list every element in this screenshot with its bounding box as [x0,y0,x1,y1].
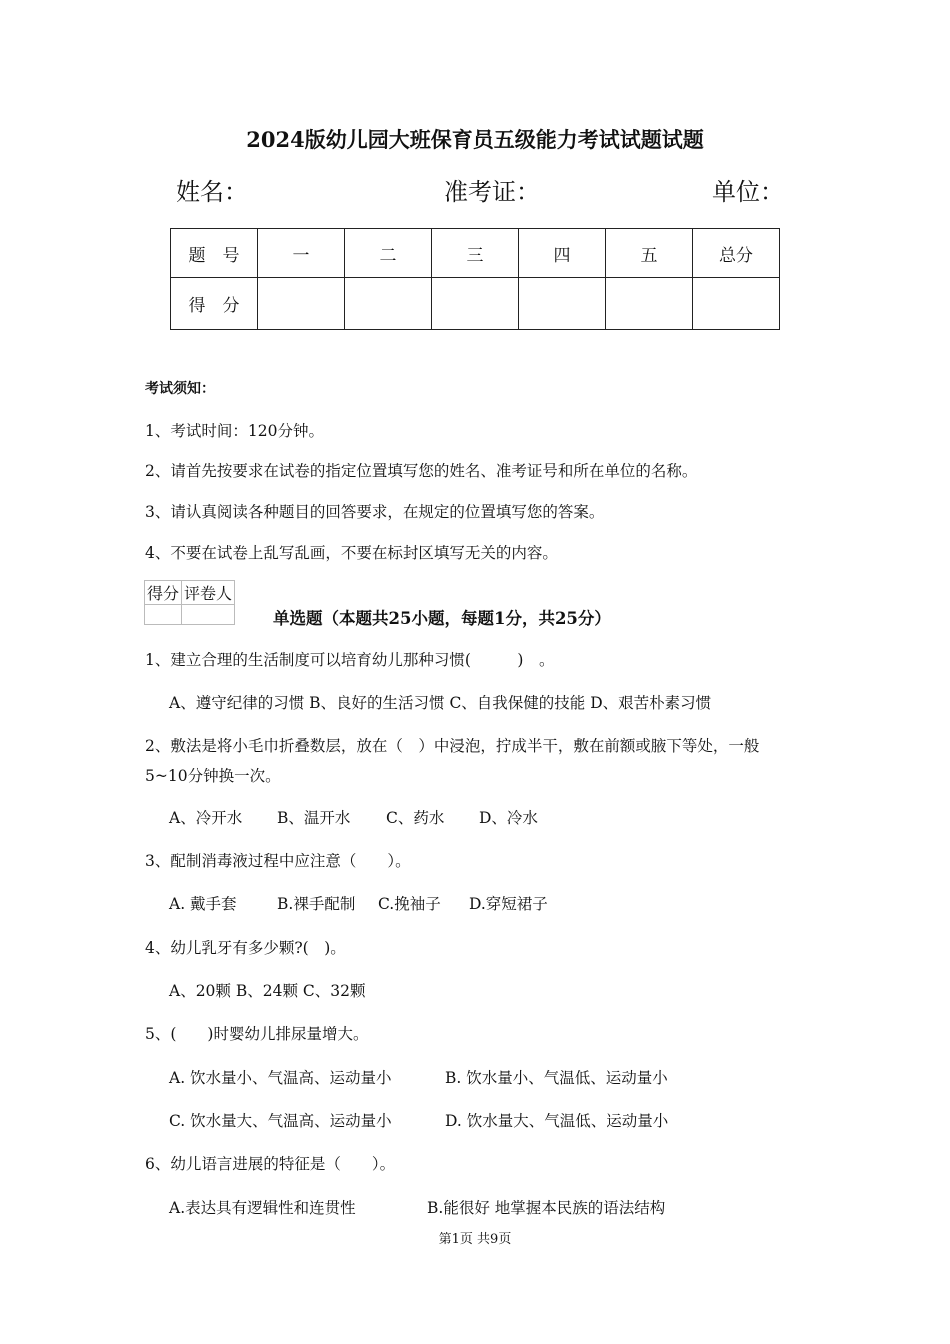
question-3-option-d: D.穿短裙子 [469,895,548,913]
question-6-stem: 6、幼儿语言进展的特征是（ ）。 [145,1155,396,1173]
question-1-stem: 1、建立合理的生活制度可以培育幼儿那种习惯( ) 。 [145,651,555,669]
question-5-option-a: A. 饮水量小、气温高、运动量小 [169,1069,392,1087]
score-input-5[interactable] [606,278,693,330]
grader-score-field[interactable] [145,605,182,625]
question-5-stem: 5、( )时婴幼儿排尿量增大。 [145,1025,369,1043]
grader-box [144,580,235,625]
unit-label: 单位： [712,178,784,206]
page-footer: 第1页 共9页 [438,1232,512,1247]
question-2-stem-cont: 5~10分钟换一次。 [145,767,281,785]
score-cell-1: 一 [258,229,345,278]
question-3-option-c: C.挽袖子 [378,895,441,913]
section-title: 单选题（本题共25小题，每题1分，共25分） [273,609,611,628]
question-2-option-d: D、冷水 [479,809,538,827]
notes-heading: 考试须知： [145,381,215,397]
question-3-option-b: B.裸手配制 [277,895,356,913]
grader-score-label: 得分 [145,581,182,605]
exam-number-label: 准考证： [444,178,540,206]
score-cell-4: 四 [519,229,606,278]
note-item: 4、不要在试卷上乱写乱画，不要在标封区填写无关的内容。 [145,544,558,562]
score-cell-label: 题 号 [171,229,258,278]
question-1-options: A、遵守纪律的习惯 B、良好的生活习惯 C、自我保健的技能 D、艰苦朴素习惯 [169,694,712,712]
question-3-option-a: A. 戴手套 [169,895,237,913]
question-3-stem: 3、配制消毒液过程中应注意（ ）。 [145,852,411,870]
score-input-4[interactable] [519,278,606,330]
question-4-options: A、20颗 B、24颗 C、32颗 [169,982,366,1000]
question-5-option-d: D. 饮水量大、气温低、运动量小 [445,1112,669,1130]
score-table [170,228,780,330]
question-6-option-a: A.表达具有逻辑性和连贯性 [169,1199,356,1217]
page-title: 2024版幼儿园大班保育员五级能力考试试题试题 [246,127,704,152]
score-table-score-row [171,278,780,330]
score-cell-5: 五 [606,229,693,278]
question-6-option-b: B.能很好 地掌握本民族的语法结构 [427,1199,666,1217]
note-item: 3、请认真阅读各种题目的回答要求，在规定的位置填写您的答案。 [145,503,605,521]
score-table-header-row [171,229,780,278]
question-4-stem: 4、幼儿乳牙有多少颗?( )。 [145,939,346,957]
note-item: 1、考试时间：120分钟。 [145,422,324,440]
score-input-2[interactable] [345,278,432,330]
question-2-stem: 2、敷法是将小毛巾折叠数层，放在（ ）中浸泡，拧成半干，敷在前额或腋下等处，一般 [145,737,760,755]
note-item: 2、请首先按要求在试卷的指定位置填写您的姓名、准考证号和所在单位的名称。 [145,462,698,480]
grader-name-label: 评卷人 [182,581,235,605]
score-cell-3: 三 [432,229,519,278]
question-5-option-c: C. 饮水量大、气温高、运动量小 [169,1112,392,1130]
score-cell-total: 总分 [693,229,780,278]
question-2-option-c: C、药水 [386,809,445,827]
question-2-option-b: B、温开水 [277,809,351,827]
score-input-total[interactable] [693,278,780,330]
score-input-3[interactable] [432,278,519,330]
score-row-label: 得 分 [171,278,258,330]
question-5-option-b: B. 饮水量小、气温低、运动量小 [445,1069,668,1087]
grader-name-field[interactable] [182,605,235,625]
score-input-1[interactable] [258,278,345,330]
name-label: 姓名： [176,178,248,206]
question-2-option-a: A、冷开水 [169,809,243,827]
score-cell-2: 二 [345,229,432,278]
